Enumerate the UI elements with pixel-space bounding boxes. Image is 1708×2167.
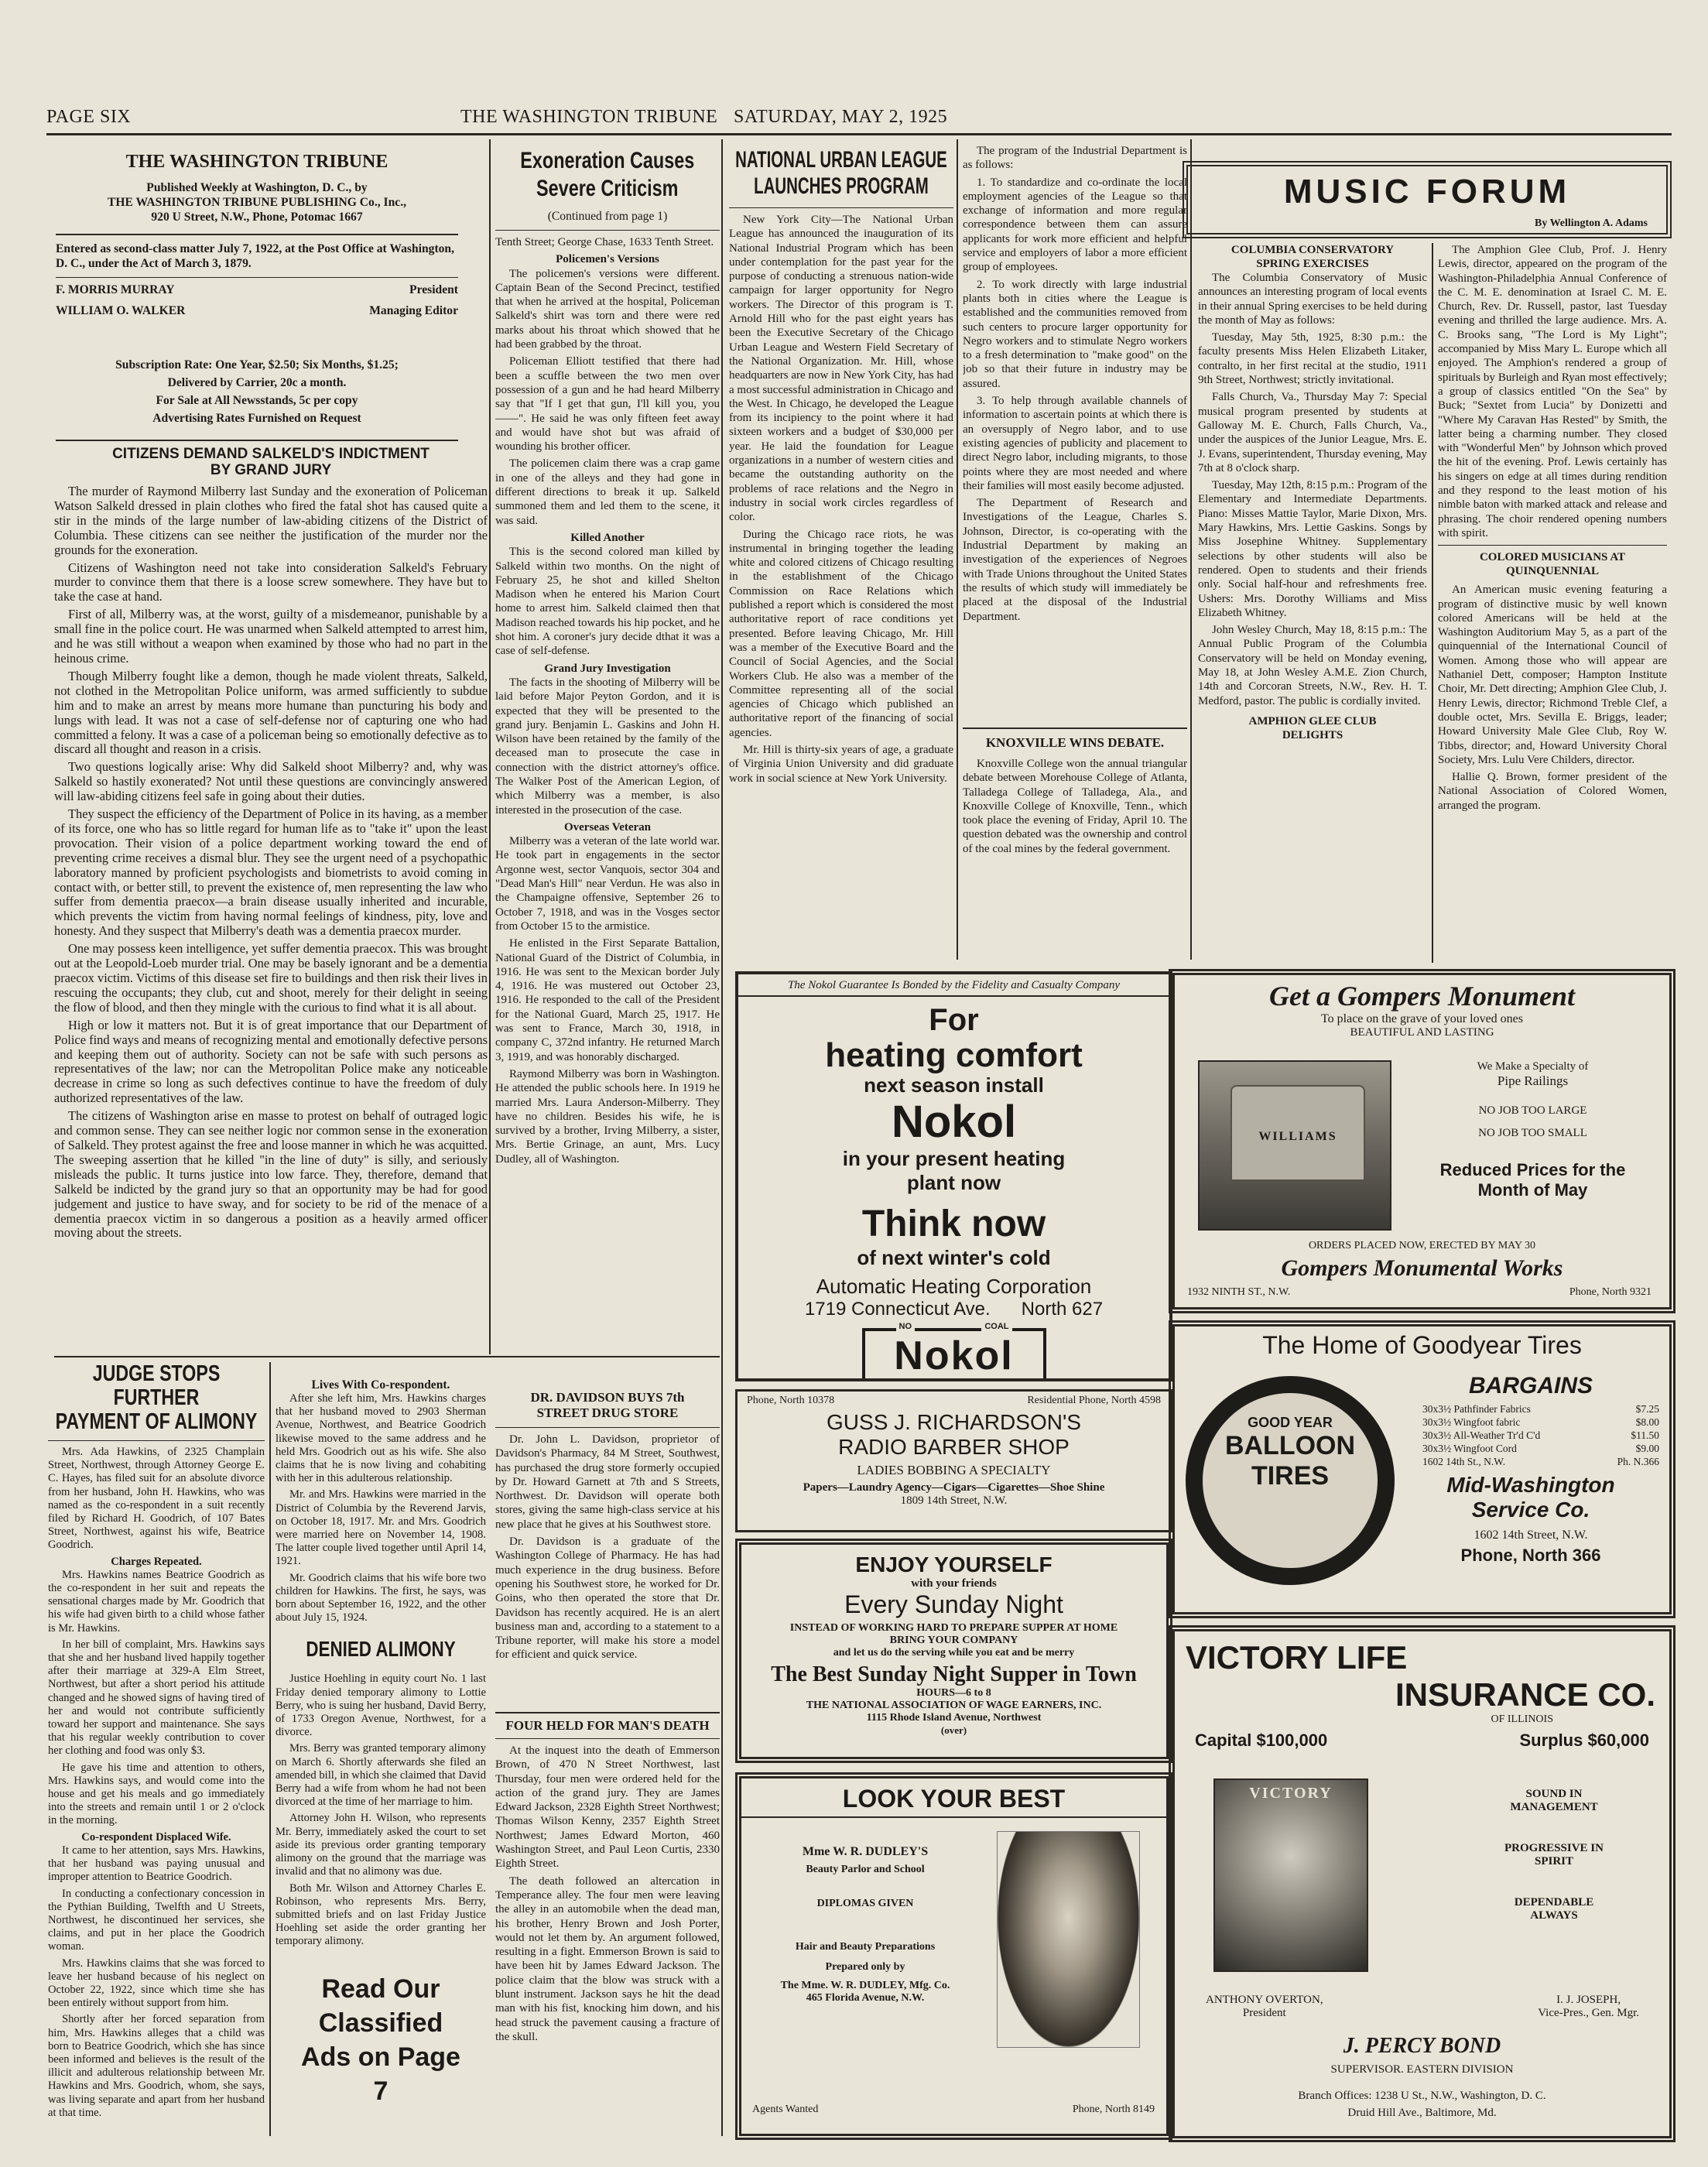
alimony-continued bbox=[276, 1378, 486, 2136]
section-rule bbox=[54, 1356, 720, 1357]
goodyear-company: Service Co. bbox=[1471, 1498, 1590, 1522]
alimony-headline bbox=[48, 1362, 265, 1434]
look-line: Hair and Beauty Preparations bbox=[795, 1941, 936, 1953]
enjoy-line: BRING YOUR COMPANY bbox=[889, 1635, 1018, 1646]
goodyear-right bbox=[1399, 1373, 1662, 1613]
barber-shop: RADIO BARBER SHOP bbox=[838, 1435, 1070, 1459]
urban-paragraph: Mr. Hill is thirty-six years of age, a graduate of Virginia Union University and did graduate work in social science at New York University. bbox=[729, 743, 953, 785]
gompers-sub: BEAUTIFUL AND LASTING bbox=[1350, 1026, 1494, 1039]
music-forum-title: MUSIC FORUM bbox=[1283, 173, 1571, 211]
alimony-paragraph: In her bill of complaint, Mrs. Hawkins says that she and her husband lived happily together after their marriage at 329-A Elm Street, Northwest, but after a short period his attitude changed and he showed signs of having tired of her and would not contribute sufficiently toward her support and maintenance. She says that his regular weekly contribution to cover her clothing and food was only $3. bbox=[48, 1638, 265, 1758]
goodyear-short-phone: Ph. N.366 bbox=[1617, 1456, 1659, 1467]
urban-paragraph: 2. To work directly with large industrial plants both in cities where the League is established and the communities removed from such centers to procure larger opportunity for Negro workers and to stimulate Negro workers to a fresh determination to "make good" on the job so that their future in industry may be assured. bbox=[963, 278, 1187, 390]
music-paragraph: John Wesley Church, May 18, 8:15 p.m.: The Annual Public Program of the Columbia Conservatory will be held on Monday evening, May 18, at John Wesley A.M.E. Zion Church, 14th and Corcoran Streets, N.W., Rev. H. T. Medford, pastor. The public is cordially invited. bbox=[1198, 624, 1427, 707]
exoneration-subhead: Overseas Veteran bbox=[563, 820, 652, 834]
subscription-rate: Subscription Rate: One Year, $2.50; Six Months, $1.25; bbox=[115, 358, 399, 371]
victory-capital: Capital $100,000 bbox=[1195, 1731, 1328, 1750]
column-rule bbox=[1432, 243, 1433, 963]
music-paragraph: The Columbia Conservatory of Music announces an interesting program of local events in their annual Spring exercises to be held during the month of May as follows: bbox=[1198, 272, 1427, 327]
alimony-headline-line: JUDGE STOPS FURTHER bbox=[92, 1362, 221, 1410]
barber-name: GUSS J. RICHARDSON'S bbox=[827, 1410, 1081, 1434]
editorial-paragraph: Though Milberry fought like a demon, though he made violent threats, Salkeld, not clothed in the Metropolitan Police uniform, was armed sufficiently to subdue him and to make an arrest by means more humane than puncturing his body and lungs with lead. It was not a case of self-defense nor of capturing one who had committed a felony. It was a case of a policeman being so emotionally defective as to discard all thought and reason in a crisis. bbox=[54, 668, 488, 757]
page-header bbox=[46, 107, 1672, 130]
alimony-subhead: Charges Repeated. bbox=[111, 1555, 202, 1568]
monument-inscription: WILLIAMS bbox=[1258, 1130, 1337, 1143]
alimony-paragraph: Mrs. Hawkins claims that she was forced to leave her husband because of his neglect on October 22, 1922, since which time she has been entirely without support from him. bbox=[48, 1956, 265, 2010]
victory-of: OF ILLINOIS bbox=[1491, 1713, 1553, 1725]
victory-slogan: DEPENDABLE bbox=[1514, 1896, 1594, 1909]
gompers-title: Get a Gompers Monument bbox=[1268, 981, 1576, 1012]
barber-address: 1809 14th Street, N.W. bbox=[900, 1494, 1008, 1507]
editorial-paragraph: The murder of Raymond Milberry last Sunday and the exoneration of Policeman Watson Salkeld dressed in plain clothes who fired the fatal shot has caused quite a stir in the minds of the large number of law-abiding citizens of the District of Columbia. These citizens can see neither the justification of the murder nor the grounds for the exoneration. bbox=[54, 484, 488, 557]
victory-slogan: MANAGEMENT bbox=[1510, 1801, 1598, 1813]
price-item-price: $11.50 bbox=[1631, 1429, 1659, 1441]
barber-phone-row bbox=[747, 1395, 1161, 1407]
victory-surplus: Surplus $60,000 bbox=[1519, 1731, 1649, 1750]
price-row bbox=[1422, 1442, 1659, 1455]
music-paragraph: Tuesday, May 12th, 8:15 p.m.: Program of the Elementary and Intermediate Departments. Piano: Misses Mattie Taylor, Marie Dixon, Mrs. Mary Hawkins, Mrs. Lettie Gaskins. Songs by Miss Josephine Whitney. Supplementary selections by other students will also be rendered. Open to students and their friends only. Social half-hour and refreshments free. Ushers: Mrs. Dorothy Williams and Miss Elizabeth Whitney. bbox=[1198, 479, 1427, 619]
staff-row-president bbox=[56, 282, 458, 297]
goodyear-bargains: BARGAINS bbox=[1468, 1373, 1593, 1398]
enjoy-ad[interactable] bbox=[735, 1539, 1172, 1763]
exoneration-article bbox=[495, 147, 720, 1356]
music-paragraph: Hallie Q. Brown, former president of the National Association of Colored Women, arranged the program. bbox=[1438, 771, 1667, 812]
music-forum-col1 bbox=[1198, 243, 1427, 963]
column-rule bbox=[721, 139, 723, 2136]
davidson-paragraph: Dr. Davidson is a graduate of the Washington College of Pharmacy. He has had much experience in the drug business. Before opening his Southwest store, he worked for Dr. Goins, who then operated the store that Dr. Davidson has recently acquired. He is an alert business man and, according to a statement to a Tribune reporter, will make his store a model for efficient and quick service. bbox=[495, 1535, 720, 1662]
exoneration-paragraph: This is the second colored man killed by Salkeld within two months. On the night of February 25, he shot and killed Shelton Madison when he entered his Marion Court home to arrest him. Salkeld claimed then that Madison reached towards his hip pocket, and he shot him. A coroner's jury decide dthat it was a case of self-defense. bbox=[495, 546, 720, 658]
knoxville-paragraph: Knoxville College won the annual triangular debate between Morehouse College of Atlanta, Talladega College of Talladega, Ala., and Knoxville College of Knoxville, Tenn., which took place the evening of Friday, April 10. The question debated was the ownership and control of the coal mines by the federal government. bbox=[963, 758, 1187, 855]
nokol-address-row bbox=[738, 1299, 1169, 1320]
nokol-line: Think now bbox=[861, 1203, 1046, 1244]
nokol-logo-word: Nokol bbox=[894, 1333, 1014, 1378]
editorial-paragraph: Two questions logically arise: Why did Salkeld shoot Milberry? and, why was Salkeld so hastily exonerated? Not until these questions are convincingly answered will law-abiding citizens feel safe in going about their duties. bbox=[54, 759, 488, 804]
four-held-paragraph: The death followed an altercation in Temperance alley. The four men were leaving the alley in an automobile when the dead man, his brother, Henry Brown and Josh Porter, would not let them by. An argument followed, resulting in a fight. Emmerson Brown is said to have been hit by James Edward Jackson. The police claim that the blow was struck with a blunt instrument. Jackson says he hit the dead man with his fist, knocking him down, and his head struck the pavement causing a fracture of the skull. bbox=[495, 1874, 720, 2043]
look-line: DIPLOMAS GIVEN bbox=[816, 1898, 914, 1909]
urban-league-headline bbox=[729, 147, 953, 200]
exoneration-headline-line: Severe Criticism bbox=[536, 176, 679, 201]
header-rule bbox=[46, 133, 1672, 135]
page-number: PAGE SIX bbox=[46, 107, 132, 127]
barber-specialty: LADIES BOBBING A SPECIALTY bbox=[857, 1463, 1051, 1477]
masthead-published: Published Weekly at Washington, D. C., by bbox=[146, 181, 368, 194]
alimony-article bbox=[48, 1362, 265, 2136]
exoneration-paragraph: The facts in the shooting of Milberry will be laid before Major Peyton Gordon, and it is expected that they will be presented to the grand jury. Benjamin L. Gaskins and John H. Wilson have been retained by the family of the deceased man to prosecute the case in connection with the district attorney's office. The Walker Post of the American Legion, of which Milberry was a member, is also interested in the prosecution of the case. bbox=[495, 676, 720, 816]
denied-paragraph: Mrs. Berry was granted temporary alimony on March 6. Shortly afterwards she filed an amended bill, in which she claimed that David Berry had a wife from whom he had not been divorced at the time of her marriage to him. bbox=[276, 1742, 486, 1809]
editorial-paragraph: The citizens of Washington arise en masse to protest on behalf of outraged logic and common sense. They can see neither logic nor common sense in the exoneration of Salkeld. They protest against the free and loose manner in which he was acquitted. The sweeping assertion that he killed "in the line of duty" is silly, and seriously misleads the public. It turns justice into low farce. They, therefore, demand that Salkeld be indicted by the grand jury so that an opportunity may be had for good judgement and justice to have sway, and for society to be rid of the menace of a dementia praecox victim in so dangerous a position as a heavily armed officer moving about the streets. bbox=[54, 1108, 488, 1241]
music-forum-col2 bbox=[1438, 243, 1667, 963]
four-held-article bbox=[495, 1712, 720, 2145]
enjoy-line: The Best Sunday Night Supper in Town bbox=[771, 1662, 1137, 1686]
monument-stone bbox=[1231, 1085, 1365, 1181]
masthead bbox=[56, 147, 458, 356]
nokol-logo-tag: COAL bbox=[981, 1322, 1011, 1331]
urban-paragraph: During the Chicago race riots, he was instrumental in bringing together the leading white and colored citizens of Chicago resulting in the establishment of the Chicago Commission on Race Relations which published a report which is considered the most authoritative report of race conditions yet presented. Before leaving Chicago, Mr. Hill was a member of the Executive Board and the Council of Social Agencies, and the Social Workers Club. He also was a member of the Committee representing all of the social agencies of Chicago which published an authoritative report of the financing of social agencies. bbox=[729, 528, 953, 739]
urban-league-headline-line: NATIONAL URBAN LEAGUE bbox=[735, 147, 947, 173]
enjoy-line: HOURS—6 to 8 bbox=[916, 1687, 991, 1699]
column-rule bbox=[489, 139, 491, 1354]
alimony-paragraph: After she left him, Mrs. Hawkins charges that her husband moved to 2903 Sherman Avenue, Northwest, and Beatrice Goodrich likewise moved to the same address and he held Mrs. Goodrich out as his wife. She also claims that he is now living and cohabiting with her in this adulterous relationship. bbox=[276, 1392, 486, 1485]
gompers-address: 1932 NINTH ST., N.W. bbox=[1187, 1286, 1291, 1298]
alimony-paragraph: Shortly after her forced separation from him, Mrs. Hawkins alleges that a child was born to Beatrice Goodrich, which she has since been informed and believes is the result of the illicit and adulterous relationship between Mr. Hawkins and Mrs. Goodrich, whom, she says, was living separate and apart from her husband at that time. bbox=[48, 2013, 265, 2119]
alimony-paragraph: Mr. Goodrich claims that his wife bore two children for Hawkins. The first, he says, was born about September 16, 1922, and the other about July 15, 1924. bbox=[276, 1571, 486, 1624]
price-item-price: $7.25 bbox=[1635, 1403, 1659, 1415]
victory-branch: Druid Hill Ave., Baltimore, Md. bbox=[1347, 2107, 1497, 2119]
victory-slogan: PROGRESSIVE IN bbox=[1504, 1842, 1604, 1854]
enjoy-line: Every Sunday Night bbox=[844, 1590, 1063, 1618]
editorial-paragraph: High or low it matters not. But it is of great importance that our Department of Police find ways and means of recognizing mental and emotionally defective persons and keeping them out of authority. Society can not be safe with such persons as representatives of the law; nor can the Metropolitan Police make any noticeable decrease in crime so long as such defectives continue to have the freedom of duly authorized representatives of the law. bbox=[54, 1017, 488, 1106]
music-paragraph: Falls Church, Va., Thursday May 7: Special musical program presented by students at Galloway M. E. Church, Falls Church, Va., under the auspices of the Junior League, Mrs. E. J. Evans, superintendent, Thursday evening, May 7th at 8 o'clock sharp. bbox=[1198, 391, 1427, 474]
knoxville-article bbox=[963, 727, 1187, 960]
nokol-line: heating comfort bbox=[825, 1036, 1083, 1074]
staff-role: Managing Editor bbox=[369, 304, 458, 317]
urban-league-article bbox=[729, 144, 953, 957]
gompers-line: We Make a Specialty of bbox=[1477, 1060, 1589, 1073]
classified-notice[interactable]: Read Our Classified Ads on Page 7 bbox=[301, 1974, 460, 2106]
masthead-publisher: THE WASHINGTON TRIBUNE PUBLISHING Co., Inc., bbox=[107, 196, 407, 209]
nokol-line: plant now bbox=[906, 1171, 1001, 1194]
look-agents: Agents Wanted bbox=[752, 2104, 819, 2115]
tire-brand: GOOD YEAR bbox=[1248, 1415, 1333, 1430]
goodyear-price-list bbox=[1399, 1399, 1662, 1468]
victory-title bbox=[1186, 1639, 1669, 1713]
header-date: SATURDAY, MAY 2, 1925 bbox=[734, 107, 948, 127]
subscription-advertising: Advertising Rates Furnished on Request bbox=[152, 412, 361, 425]
gompers-orders: ORDERS PLACED NOW, ERECTED BY MAY 30 bbox=[1308, 1240, 1536, 1251]
staff-row-editor bbox=[56, 303, 458, 318]
barber-ad[interactable] bbox=[735, 1389, 1172, 1532]
gompers-footer bbox=[1187, 1286, 1652, 1305]
victory-slogan: SPIRIT bbox=[1534, 1855, 1574, 1867]
tire-tires: TIRES bbox=[1251, 1461, 1330, 1491]
masthead-entered: Entered as second-class matter July 7, 1922, at the Post Office at Washington, D. C., under the Act of March 3, 1879. bbox=[56, 242, 455, 270]
column-rule bbox=[269, 1362, 271, 2136]
subscription-newsstands: For Sale at All Newsstands, 5c per copy bbox=[156, 394, 358, 407]
victory-president bbox=[1206, 1994, 1323, 2032]
victory-title-line: VICTORY LIFE bbox=[1186, 1639, 1408, 1676]
enjoy-line: THE NATIONAL ASSOCIATION OF WAGE EARNERS, INC. bbox=[806, 1700, 1102, 1711]
portrait-photo bbox=[997, 1831, 1140, 2048]
davidson-article bbox=[495, 1362, 720, 1710]
look-text bbox=[749, 1833, 981, 2111]
barber-phone: Phone, North 10378 bbox=[747, 1395, 835, 1406]
masthead-rule bbox=[56, 440, 458, 441]
music-paragraph: The Amphion Glee Club, Prof. J. Henry Lewis, director, appeared on the program of the Washington-Philadelphia Annual Conference of the C. M. E. denomination at Israel C. M. E. Church, Rev. Dr. Russell, pastor, last Tuesday evening and thrilled the large audience. Mrs. A. C. Brooks sang, "The Lord is My Light"; accompanied by Miss Mary L. Europe which all enjoyed. The Amphion's rendered a group of spirituals by Burleigh and Ryan most effectively; a group of classics entitled "On the Sea" by Buck; "Sextet from Lucia" by Donizetti and "Where My Caravan Has Rested" by Smith, the latter being a charming number. They closed with "Wonderful Men" by Johnson which proved the hit of the evening. Prof. Lewis certainly has his singers on edge at all times during rendition and they respond to the least motion of his nimble baton with marked attack and release and phrasing. The choir rendered opening numbers with spirit. bbox=[1438, 244, 1667, 539]
look-line: Mme W. R. DUDLEY'S bbox=[802, 1845, 929, 1858]
masthead-address: 920 U Street, N.W., Phone, Potomac 1667 bbox=[151, 211, 363, 224]
urban-league-continued bbox=[963, 144, 1187, 740]
victory-branch: Branch Offices: 1238 U St., N.W., Washington, D. C. bbox=[1298, 2090, 1546, 2102]
four-held-headline: FOUR HELD FOR MAN'S DEATH bbox=[505, 1718, 710, 1733]
goodyear-phone: Phone, North 366 bbox=[1460, 1546, 1601, 1565]
enjoy-line: ENJOY YOURSELF bbox=[855, 1553, 1053, 1576]
editorial-paragraph: One may possess keen intelligence, yet suffer dementia praecox. This was brought out at the Leopold-Loeb murder trial. One may be basely ignorant and be a dementia praecox victim. Victims of this disease set fire to buildings and then risk their lives in rescuing the occupants; they club, cut and shoot, merely for their delight in seeing the flow of blood, and then they mingle with the curious to find what it is all about. bbox=[54, 941, 488, 1015]
victory-slogan: ALWAYS bbox=[1530, 1909, 1578, 1922]
urban-paragraph: The program of the Industrial Department is as follows: bbox=[963, 145, 1187, 172]
urban-league-headline-line: LAUNCHES PROGRAM bbox=[754, 173, 929, 199]
barber-phone-residential: Residential Phone, North 4598 bbox=[1027, 1395, 1161, 1406]
music-paragraph: Tuesday, May 5th, 1925, 8:30 p.m.: the faculty presents Miss Helen Elizabeth Litaker, contralto, in her first recital at the studio, 1911 9th Street, Northwest; strictly invitational. bbox=[1198, 331, 1427, 387]
urban-paragraph: New York City—The National Urban League has announced the inauguration of its National Industrial Program which has been under contemplation for the past year for the purpose of conducting a strenuous nation-wide campaign for larger opportunity for Negro workers. The Director of this program is T. Arnold Hill who for the past eight years has been the Executive Secretary of the Chicago Urban League and Western Field Secretary of the National Organization. Mr. Hill, whose headquarters are now in New York City, has had a most successful administration in Chicago and the West. In Chicago, he developed the League from its incipiency to the point where it had sixteen workers and a budget of $30,000 per year. He laid the foundation for League organizations in a number of western cities and became the outstanding authority on the problems of race relations and the Negro in industry in social work circles regardless of color. bbox=[729, 214, 953, 524]
price-item-price: $8.00 bbox=[1635, 1416, 1659, 1428]
subscription-info bbox=[56, 358, 458, 443]
music-paragraph: An American music evening featuring a program of distinctive music by well known colored Americans will be held at the Washington Auditorium May 5, as a part of the quinquennial of the International Council of Women. Among those who will appear are Nathaniel Dett, composer; Hampton Institute Choir, Mr. Dett directing; Amphion Glee Club, J. Henry Lewis, director; Richmond Treble Clef, a double octet, Mrs. Sevilla E. Briggs, leader; Howard University Male Glee Club, Roy W. Tibbs, director; and, Howard University Choral Society, Mrs. Lulu Vere Childers, director. bbox=[1438, 584, 1667, 766]
nokol-address: 1719 Connecticut Ave. bbox=[804, 1299, 991, 1320]
exoneration-headline bbox=[495, 147, 720, 203]
nokol-ad[interactable] bbox=[735, 971, 1172, 1381]
gompers-sub: To place on the grave of your loved ones bbox=[1320, 1012, 1523, 1025]
alimony-subhead: Lives With Co-respondent. bbox=[311, 1378, 450, 1392]
victory-slogan: SOUND IN bbox=[1525, 1788, 1583, 1800]
goodyear-short-address: 1602 14th St., N.W. bbox=[1422, 1456, 1506, 1467]
exoneration-subhead: Grand Jury Investigation bbox=[544, 662, 671, 675]
four-held-paragraph: At the inquest into the death of Emmerson Brown, of 470 N Street Northwest, last Thursday, four men were ordered held for the action of the grand jury. They are James Edward Jackson, 2328 Eighth Street Northwest; Thomas Wilson Kenny, 2357 Eighth Street Northwest; James Edward Morton, 460 Washington Street, and Paul Leon Curtis, 2330 Eighth Street. bbox=[495, 1744, 720, 1871]
gompers-right-text bbox=[1399, 1060, 1666, 1231]
denied-paragraph: Justice Hoehling in equity court No. 1 last Friday denied temporary alimony to Lottie Berry, who is suing her husband, David Berry, of 1733 Oregon Avenue, Northwest, for a divorce. bbox=[276, 1672, 486, 1739]
nokol-phone: North 627 bbox=[1021, 1299, 1104, 1320]
gompers-phone: Phone, North 9321 bbox=[1569, 1286, 1652, 1298]
exoneration-paragraph: Tenth Street; George Chase, 1633 Tenth Street. bbox=[495, 236, 714, 248]
barber-items: Papers—Laundry Agency—Cigars—Cigarettes—Shoe Shine bbox=[803, 1481, 1105, 1494]
monument-photo bbox=[1198, 1060, 1391, 1231]
victory-president-name: ANTHONY OVERTON, bbox=[1206, 1994, 1323, 2006]
davidson-paragraph: Dr. John L. Davidson, proprietor of Davidson's Pharmacy, 84 M Street, Southwest, has purchased the drug store formerly occupied by Dr. Howard Garnett at 7th and S Streets, Northwest. Dr. Davidson will operate both stores, giving the same high-class service at his new place that he gives at his Southwest store. bbox=[495, 1433, 720, 1531]
alimony-paragraph: It came to her attention, says Mrs. Hawkins, that her husband was paying unusual and improper attention to Beatrice Goodrich. bbox=[48, 1843, 265, 1884]
look-line: Beauty Parlor and School bbox=[806, 1864, 925, 1875]
goodyear-title: The Home of Goodyear Tires bbox=[1262, 1331, 1582, 1359]
price-item-name: 30x3½ Wingfoot Cord bbox=[1422, 1443, 1517, 1454]
gompers-firm: Gompers Monumental Works bbox=[1281, 1255, 1563, 1281]
exoneration-paragraph: The policemen's versions were different. Captain Bean of the Second Precinct, testified that when he arrived at the hospital, Policeman Salkeld's shirt was torn and there were red marks about his throat which showed that he had been grabbed by the throat. bbox=[495, 267, 720, 351]
enjoy-line: with your friends bbox=[911, 1577, 997, 1590]
nokol-logo bbox=[862, 1322, 1046, 1381]
price-row bbox=[1422, 1455, 1659, 1468]
victory-president-title: President bbox=[1242, 2007, 1286, 2019]
alimony-subhead: Co-respondent Displaced Wife. bbox=[81, 1830, 231, 1843]
price-row bbox=[1422, 1416, 1659, 1429]
urban-paragraph: 3. To help through available channels of information to ascertain points at which there is an oversupply of Negro labor, and to use existing agencies of publicity and placement to direct Negro labor, including migrants, to those points where they are most needed and where their families will most easily become adjusted. bbox=[963, 395, 1187, 492]
staff-name: WILLIAM O. WALKER bbox=[56, 304, 186, 317]
balloon-tire-icon bbox=[1186, 1376, 1395, 1585]
victory-officers bbox=[1206, 1994, 1639, 2032]
exoneration-headline-line: Exoneration Causes bbox=[520, 148, 695, 173]
look-title: LOOK YOUR BEST bbox=[741, 1785, 1166, 1818]
look-line: 465 Florida Avenue, N.W. bbox=[806, 1992, 925, 2004]
alimony-headline-line: PAYMENT OF ALIMONY bbox=[55, 1409, 258, 1434]
alimony-paragraph: Mrs. Hawkins names Beatrice Goodrich as the co-respondent in her suit and repeats the sensational charges made by Mr. Goodrich that his wife had given birth to a child whose father is Mr. Hawkins. bbox=[48, 1568, 265, 1635]
music-subhead: AMPHION GLEE CLUB DELIGHTS bbox=[1248, 714, 1377, 741]
enjoy-line: (over) bbox=[940, 1724, 967, 1736]
exoneration-subhead: Policemen's Versions bbox=[556, 253, 659, 266]
victory-bond: J. PERCY BOND bbox=[1343, 2034, 1501, 2058]
gompers-line: Month of May bbox=[1477, 1180, 1588, 1200]
tire-balloon: BALLOON bbox=[1224, 1431, 1356, 1460]
exoneration-subhead: Killed Another bbox=[570, 531, 645, 544]
alimony-paragraph: Mr. and Mrs. Hawkins were married in the District of Columbia by the Reverend Jarvis, on October 18, 1917. Mr. and Mrs. Goodrich were married here on November 14, 1908. The latter couple lived together until April 14, 1921. bbox=[276, 1488, 486, 1568]
victory-ad[interactable] bbox=[1169, 1625, 1675, 2142]
look-phone: Phone, North 8149 bbox=[1072, 2104, 1155, 2115]
alimony-paragraph: In conducting a confectionary concession in the Pythian Building, Twelfth and U Streets, Northwest, he discontinued her services, she claims, and put in her place the Goodrich woman. bbox=[48, 1887, 265, 1953]
knoxville-headline: KNOXVILLE WINS DEBATE. bbox=[985, 735, 1165, 750]
urban-paragraph: The Department of Research and Investigations of the League, Charles S. Johnson, Director, is co-operating with the Industrial Department by making an investigation of the experiences of Negroes with Trade Unions throughout the United States the results of which study will immediately be placed at the disposal of the Industrial Department. bbox=[963, 497, 1187, 623]
nokol-line: Nokol bbox=[891, 1097, 1017, 1147]
masthead-title: THE WASHINGTON TRIBUNE bbox=[125, 152, 388, 172]
editorial-paragraph: Citizens of Washington need not take into consideration Salkeld's February murder to convince them that there is a loose screw somewhere. They have but to take the case at hand. bbox=[54, 560, 488, 604]
denied-paragraph: Attorney John H. Wilson, who represents Mr. Berry, immediately asked the court to set aside its previous order granting temporary alimony on the ground that the marriage was invalid and that no alimony was due. bbox=[276, 1812, 486, 1878]
look-your-best-ad[interactable] bbox=[735, 1772, 1172, 2140]
look-footer bbox=[752, 2104, 1155, 2122]
price-item-name: 30x3½ All-Weather Tr'd C'd bbox=[1422, 1429, 1541, 1441]
victory-vp-title: Vice-Pres., Gen. Mgr. bbox=[1538, 2007, 1639, 2019]
goodyear-street: 1602 14th Street, N.W. bbox=[1474, 1529, 1588, 1542]
gompers-line: Reduced Prices for the bbox=[1439, 1160, 1626, 1179]
gompers-line: Pipe Railings bbox=[1497, 1073, 1569, 1088]
exoneration-paragraph: He enlisted in the First Separate Battalion, National Guard of the District of Columbia, in 1916. He was sent to the Mexican border July 4, 1916. He was mustered out October 23, 1916. He responded to the call of the President for the National Guard, March 25, 1917. He was sent to France, March 30, 1918, in company C, 372nd infantry. He returned March 3, 1919, and was honorably discharged. bbox=[495, 937, 720, 1063]
price-item-name: 30x3½ Wingfoot fabric bbox=[1422, 1416, 1521, 1428]
exoneration-paragraph: The policemen claim there was a crap game in one of the alleys and they had gone in different directions to break it up. Salkeld summoned them and led them to the scene, it was said. bbox=[495, 457, 720, 527]
victory-slogans bbox=[1453, 1778, 1655, 1972]
alimony-paragraph: Mrs. Ada Hawkins, of 2325 Champlain Street, Northwest, through Attorney George E. C. Hayes, has filed suit for an absolute divorce from her husband, John H. Hawkins, who was named as the co-respondent in a suit recently filed by Richard H. Goodrich, of 107 Bates Street, Northwest, against his wife, Beatrice Goodrich. bbox=[48, 1446, 265, 1552]
nokol-logo-tag: NO bbox=[896, 1322, 916, 1331]
header-paper-name: THE WASHINGTON TRIBUNE bbox=[460, 107, 718, 127]
victory-title-line: INSURANCE CO. bbox=[1395, 1676, 1655, 1713]
exoneration-paragraph: Policeman Elliott testified that there had been a scuffle between the two men over possession of a gun and he had heard Milberry say that "If I get that gun, I'll kill you, you ——". He said he was only fifteen feet away and would have shot but was afraid of wounding his brother officer. bbox=[495, 355, 720, 454]
continued-note: (Continued from page 1) bbox=[547, 210, 668, 223]
victory-supervisor: SUPERVISOR. EASTERN DIVISION bbox=[1330, 2063, 1514, 2076]
editorial-title: CITIZENS DEMAND SALKELD'S INDICTMENT BY GRAND JURY bbox=[112, 446, 430, 478]
music-forum-byline: By Wellington A. Adams bbox=[1534, 217, 1648, 229]
nokol-line: For bbox=[929, 1003, 979, 1037]
price-item-name: 30x3½ Pathfinder Fabrics bbox=[1422, 1403, 1531, 1415]
victory-logo: VICTORY bbox=[1249, 1785, 1333, 1802]
goodyear-ad[interactable] bbox=[1169, 1320, 1675, 1618]
editorial bbox=[54, 446, 488, 1356]
nokol-guarantee: The Nokol Guarantee Is Bonded by the Fidelity and Casualty Company bbox=[738, 979, 1169, 997]
price-item-price: $9.00 bbox=[1635, 1443, 1659, 1454]
goodyear-company: Mid-Washington bbox=[1446, 1473, 1615, 1497]
staff-role: President bbox=[409, 283, 458, 296]
denied-paragraph: Both Mr. Wilson and Attorney Charles E. Robinson, who represents Mrs. Berry, submitted briefs and on last Friday Justice Hoehling set aside the order granting her temporary alimony. bbox=[276, 1881, 486, 1948]
gompers-line: NO JOB TOO SMALL bbox=[1478, 1127, 1587, 1139]
nokol-line: next season install bbox=[864, 1073, 1044, 1097]
subscription-carrier: Delivered by Carrier, 20c a month. bbox=[167, 376, 347, 389]
price-row bbox=[1422, 1429, 1659, 1442]
enjoy-line: and let us do the serving while you eat and be merry bbox=[833, 1647, 1075, 1659]
denied-alimony-headline: DENIED ALIMONY bbox=[306, 1637, 456, 1662]
gompers-ad[interactable] bbox=[1169, 969, 1675, 1313]
music-subhead: COLUMBIA CONSERVATORY SPRING EXERCISES bbox=[1231, 244, 1395, 270]
alimony-paragraph: He gave his time and attention to others, Mrs. Hawkins says, and would come into the house and get his meals and go immediately into the streets and remain until 1 or 2 o'clock in the morning. bbox=[48, 1761, 265, 1827]
look-line: The Mme. W. R. DUDLEY, Mfg. Co. bbox=[780, 1980, 950, 1991]
exoneration-paragraph: Raymond Milberry was born in Washington. He attended the public schools here. In 1919 he married Mrs. Laura Anderson-Milberry. They have no children. Besides his wife, he is survived by a brother, Irving Milberry, a sister, Mrs. Bertie Grinage, an aunt, Mrs. Lucy Dudley, all of Washington. bbox=[495, 1067, 720, 1166]
enjoy-line: INSTEAD OF WORKING HARD TO PREPARE SUPPER AT HOME bbox=[789, 1622, 1118, 1634]
price-row bbox=[1422, 1402, 1659, 1416]
look-line: Prepared only by bbox=[825, 1961, 905, 1973]
enjoy-line: 1115 Rhode Island Avenue, Northwest bbox=[866, 1712, 1042, 1724]
editorial-paragraph: They suspect the efficiency of the Department of Police in its having, as a member of its force, one who has so little regard for human life as to "take it" upon the least provocation. Their vision of a police department working toward the end of preventing crime receives a dismal blur. They see the urgent need of a psychopathic laboratory manned by proficient psychologists and biometrists to avoid coming in contact with, or better still, to prevent the existence of, men representing the law who suffer from dementia praecox—a brain disease usually inherited and incurable, which prevents the victim from having normal feelings of kindness, pity, love and honesty. And they suspect that Milberry's death was a dementia praecox murder. bbox=[54, 806, 488, 939]
victory-vp bbox=[1538, 1994, 1639, 2032]
gompers-line: NO JOB TOO LARGE bbox=[1478, 1104, 1587, 1117]
column-rule bbox=[957, 139, 958, 960]
victory-vp-name: I. J. JOSEPH, bbox=[1556, 1994, 1621, 2006]
victory-finance-row bbox=[1195, 1731, 1649, 1751]
staff-name: F. MORRIS MURRAY bbox=[56, 283, 175, 296]
music-subhead: COLORED MUSICIANS AT QUINQUENNIAL bbox=[1479, 551, 1626, 578]
nokol-line: in your present heating bbox=[842, 1147, 1066, 1170]
column-rule bbox=[1190, 139, 1192, 960]
nokol-company: Automatic Heating Corporation bbox=[816, 1275, 1092, 1298]
exoneration-paragraph: Milberry was a veteran of the late world war. He took part in engagements in the sector Argonne west, sector Vanquois, sector 304 and "Dead Man's Hill" near Verdun. He was also in the Champaigne offensive, September 26 to October 7, 1918, and was in the Vosges sector from October 15 to the armistice. bbox=[495, 835, 720, 933]
davidson-headline: DR. DAVIDSON BUYS 7th STREET DRUG STORE bbox=[530, 1390, 685, 1420]
victory-statue-image bbox=[1213, 1778, 1368, 1972]
nokol-line: of next winter's cold bbox=[857, 1246, 1051, 1269]
editorial-paragraph: First of all, Milberry was, at the worst, guilty of a misdemeanor, punishable by a small fine in the police court. He was unarmed when Salkeld attempted to arrest him, and he was still without a weapon when examined by those who had no part in the heinous crime. bbox=[54, 607, 488, 666]
music-forum-banner bbox=[1183, 161, 1672, 238]
urban-paragraph: 1. To standardize and co-ordinate the local employment agencies of the League so that exchange of information and more regular correspondence between them can assure applicants for work more efficient and helpful service and employers of labor a more efficient group of employees. bbox=[963, 176, 1187, 274]
